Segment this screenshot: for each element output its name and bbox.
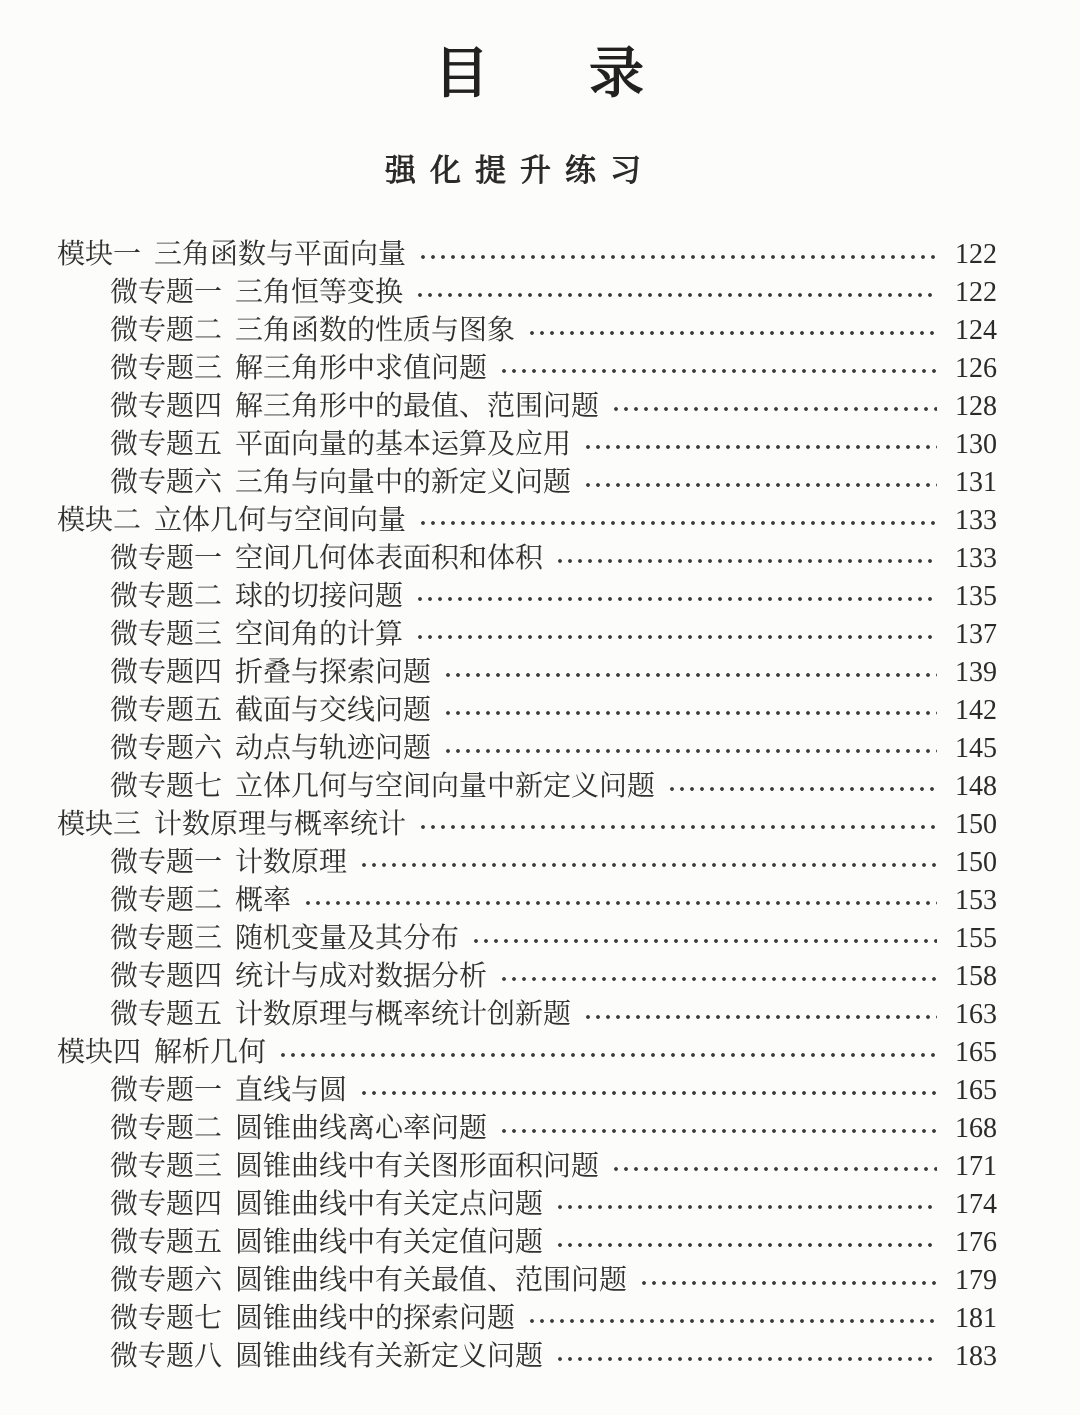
entry-page: 150 — [955, 847, 997, 879]
entry-page: 142 — [955, 695, 997, 727]
entry-title: 平面向量的基本运算及应用 — [235, 429, 572, 461]
toc-entry — [57, 920, 997, 958]
toc-entry — [57, 654, 997, 692]
entry-title: 圆锥曲线中有关定值问题 — [235, 1227, 544, 1259]
entry-page: 145 — [955, 733, 997, 765]
entry-page: 128 — [955, 391, 997, 423]
entry-title: 圆锥曲线中的探索问题 — [235, 1303, 516, 1335]
entry-title: 三角与向量中的新定义问题 — [235, 467, 572, 499]
entry-title: 折叠与探索问题 — [235, 657, 432, 689]
entry-page: 165 — [955, 1037, 997, 1069]
entry-page: 168 — [955, 1113, 997, 1145]
entry-title: 立体几何与空间向量 — [154, 505, 407, 537]
dot-leader — [415, 274, 937, 312]
entry-label: 微专题六 — [110, 733, 223, 765]
entry-title: 动点与轨迹问题 — [235, 733, 432, 765]
entry-label: 微专题六 — [110, 467, 223, 499]
dot-leader — [499, 350, 937, 388]
entry-label: 微专题五 — [110, 999, 223, 1031]
toc-entry — [57, 464, 997, 502]
entry-page: 150 — [955, 809, 997, 841]
toc-entry — [57, 1224, 997, 1262]
dot-leader — [611, 1148, 937, 1186]
toc-entry — [57, 388, 997, 426]
entry-title: 统计与成对数据分析 — [235, 961, 488, 993]
entry-page: 174 — [955, 1189, 997, 1221]
entry-label: 微专题五 — [110, 1227, 223, 1259]
dot-leader — [555, 1224, 937, 1262]
entry-page: 122 — [955, 277, 997, 309]
entry-page: 139 — [955, 657, 997, 689]
entry-title: 随机变量及其分布 — [235, 923, 460, 955]
entry-title: 概率 — [235, 885, 292, 917]
entry-page: 163 — [955, 999, 997, 1031]
entry-title: 直线与圆 — [235, 1075, 348, 1107]
toc-entry — [57, 236, 997, 274]
entry-page: 124 — [955, 315, 997, 347]
entry-title: 球的切接问题 — [235, 581, 404, 613]
entry-page: 135 — [955, 581, 997, 613]
entry-label: 微专题三 — [110, 353, 223, 385]
toc-entry — [57, 1072, 997, 1110]
entry-title: 圆锥曲线中有关最值、范围问题 — [235, 1265, 628, 1297]
page-title-char: 目 — [433, 43, 491, 104]
entry-page: 158 — [955, 961, 997, 993]
dot-leader — [415, 578, 937, 616]
entry-title: 计数原理 — [235, 847, 348, 879]
dot-leader — [583, 464, 937, 502]
entry-label: 微专题六 — [110, 1265, 223, 1297]
dot-leader — [359, 1072, 937, 1110]
entry-title: 解析几何 — [154, 1037, 267, 1069]
toc-entry — [57, 1338, 997, 1376]
entry-title: 空间角的计算 — [235, 619, 404, 651]
entry-label: 模块四 — [57, 1037, 142, 1069]
entry-title: 圆锥曲线离心率问题 — [235, 1113, 488, 1145]
toc-entry — [57, 882, 997, 920]
entry-label: 模块二 — [57, 505, 142, 537]
entry-title: 解三角形中求值问题 — [235, 353, 488, 385]
entry-label: 微专题二 — [110, 315, 223, 347]
toc-entry — [57, 1262, 997, 1300]
page-title — [0, 0, 1080, 105]
dot-leader — [555, 540, 937, 578]
toc-entry — [57, 958, 997, 996]
entry-page: 126 — [955, 353, 997, 385]
entry-title: 圆锥曲线中有关定点问题 — [235, 1189, 544, 1221]
entry-label: 微专题四 — [110, 1189, 223, 1221]
toc-entry — [57, 426, 997, 464]
dot-leader — [443, 730, 937, 768]
dot-leader — [527, 1300, 937, 1338]
dot-leader — [667, 768, 937, 806]
toc-entry — [57, 540, 997, 578]
entry-label: 微专题四 — [110, 961, 223, 993]
dot-leader — [527, 312, 937, 350]
entry-label: 微专题五 — [110, 695, 223, 727]
entry-label: 微专题七 — [110, 771, 223, 803]
dot-leader — [418, 236, 937, 274]
toc-entry — [57, 1148, 997, 1186]
entry-label: 微专题八 — [110, 1341, 223, 1373]
entry-page: 153 — [955, 885, 997, 917]
toc-list — [57, 236, 997, 1376]
dot-leader — [611, 388, 937, 426]
entry-page: 181 — [955, 1303, 997, 1335]
dot-leader — [359, 844, 937, 882]
entry-page: 155 — [955, 923, 997, 955]
toc-entry — [57, 1034, 997, 1072]
toc-entry — [57, 274, 997, 312]
section-heading: 强化提升练习 — [385, 153, 655, 189]
dot-leader — [443, 654, 937, 692]
dot-leader — [471, 920, 937, 958]
entry-title: 计数原理与概率统计 — [154, 809, 407, 841]
toc-entry — [57, 844, 997, 882]
entry-label: 微专题一 — [110, 1075, 223, 1107]
entry-label: 微专题七 — [110, 1303, 223, 1335]
dot-leader — [418, 806, 937, 844]
toc-entry — [57, 502, 997, 540]
entry-label: 微专题三 — [110, 1151, 223, 1183]
entry-label: 微专题四 — [110, 657, 223, 689]
entry-label: 微专题四 — [110, 391, 223, 423]
entry-label: 微专题二 — [110, 581, 223, 613]
entry-label: 微专题五 — [110, 429, 223, 461]
dot-leader — [555, 1338, 937, 1376]
dot-leader — [583, 426, 937, 464]
entry-title: 三角函数的性质与图象 — [235, 315, 516, 347]
entry-page: 131 — [955, 467, 997, 499]
entry-title: 计数原理与概率统计创新题 — [235, 999, 572, 1031]
entry-title: 空间几何体表面积和体积 — [235, 543, 544, 575]
entry-page: 148 — [955, 771, 997, 803]
entry-title: 解三角形中的最值、范围问题 — [235, 391, 600, 423]
dot-leader — [639, 1262, 937, 1300]
entry-page: 179 — [955, 1265, 997, 1297]
entry-label: 微专题三 — [110, 619, 223, 651]
toc-entry — [57, 768, 997, 806]
entry-page: 137 — [955, 619, 997, 651]
entry-title: 圆锥曲线中有关图形面积问题 — [235, 1151, 600, 1183]
toc-entry — [57, 692, 997, 730]
entry-page: 133 — [955, 505, 997, 537]
toc-entry — [57, 616, 997, 654]
entry-page: 165 — [955, 1075, 997, 1107]
dot-leader — [418, 502, 937, 540]
entry-title: 立体几何与空间向量中新定义问题 — [235, 771, 656, 803]
entry-label: 微专题二 — [110, 885, 223, 917]
entry-title: 圆锥曲线有关新定义问题 — [235, 1341, 544, 1373]
entry-page: 133 — [955, 543, 997, 575]
page-title-char: 录 — [589, 43, 647, 104]
entry-page: 176 — [955, 1227, 997, 1259]
entry-label: 微专题一 — [110, 847, 223, 879]
dot-leader — [499, 1110, 937, 1148]
dot-leader — [499, 958, 937, 996]
entry-page: 171 — [955, 1151, 997, 1183]
entry-label: 微专题二 — [110, 1113, 223, 1145]
dot-leader — [583, 996, 937, 1034]
toc-entry — [57, 578, 997, 616]
entry-label: 模块一 — [57, 239, 142, 271]
entry-title: 截面与交线问题 — [235, 695, 432, 727]
dot-leader — [415, 616, 937, 654]
entry-title: 三角函数与平面向量 — [154, 239, 407, 271]
entry-label: 模块三 — [57, 809, 142, 841]
toc-entry — [57, 1186, 997, 1224]
entry-page: 183 — [955, 1341, 997, 1373]
dot-leader — [443, 692, 937, 730]
entry-label: 微专题一 — [110, 277, 223, 309]
entry-label: 微专题三 — [110, 923, 223, 955]
toc-entry — [57, 350, 997, 388]
toc-entry — [57, 1300, 997, 1338]
entry-page: 130 — [955, 429, 997, 461]
dot-leader — [303, 882, 937, 920]
toc-entry — [57, 312, 997, 350]
dot-leader — [555, 1186, 937, 1224]
entry-page: 122 — [955, 239, 997, 271]
dot-leader — [278, 1034, 937, 1072]
toc-entry — [57, 806, 997, 844]
entry-label: 微专题一 — [110, 543, 223, 575]
toc-entry — [57, 730, 997, 768]
toc-entry — [57, 996, 997, 1034]
toc-entry — [57, 1110, 997, 1148]
entry-title: 三角恒等变换 — [235, 277, 404, 309]
